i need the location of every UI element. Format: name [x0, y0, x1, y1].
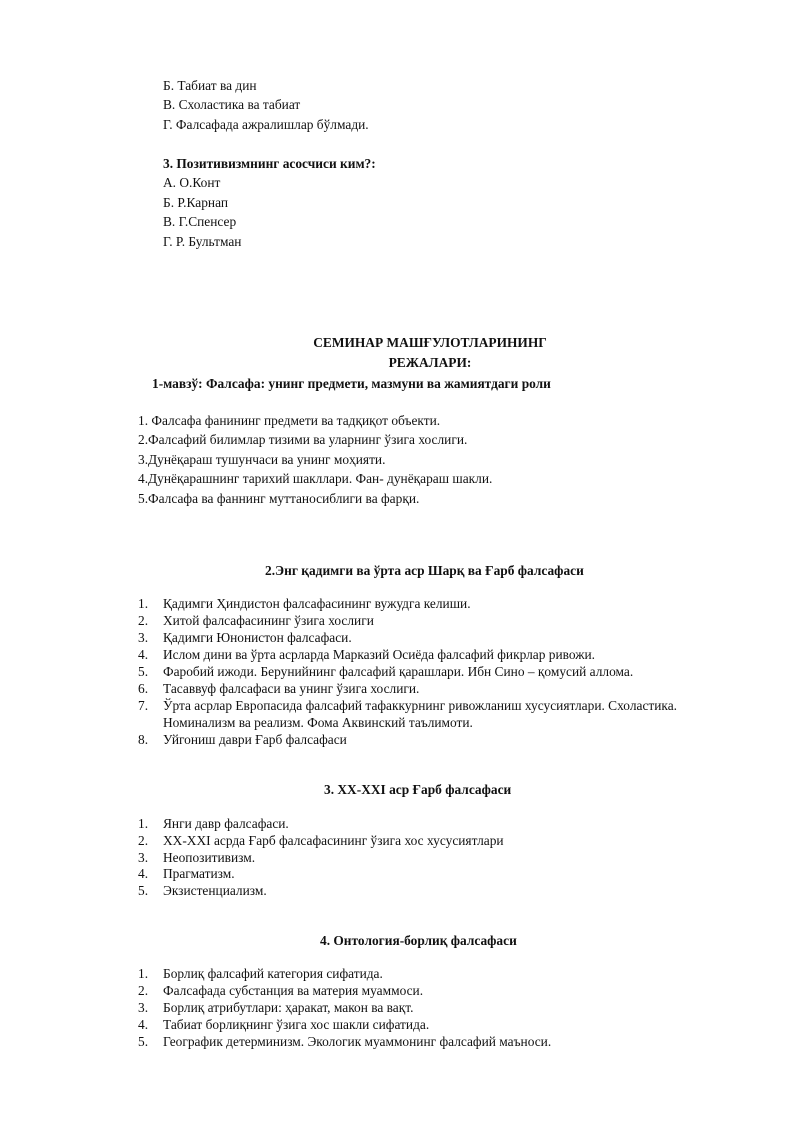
list-item: 5.Фалсафа ва фаннинг муттаносиблиги ва фарқи.	[138, 491, 420, 506]
item-number: 4.	[138, 647, 149, 662]
item-text: Қадимги Ҳиндистон фалсафасининг вужудга келиши.	[163, 596, 471, 611]
item-text: XX-XXI асрда Ғарб фалсафасининг ўзига хос хусусиятлари	[163, 833, 504, 848]
item-text: Қадимги Юнонистон фалсафаси.	[163, 630, 352, 645]
item-number: 8.	[138, 732, 149, 747]
item-text: Табиат борлиқнинг ўзига хос шакли сифатида.	[163, 1017, 430, 1032]
item-number: 5.	[138, 1034, 149, 1049]
item-text: Уйгониш даври Ғарб фалсафаси	[163, 732, 347, 747]
item-text: Фалсафада субстанция ва материя муаммоси.	[163, 983, 424, 998]
item-number: 3.	[138, 1000, 149, 1015]
seminar-heading: РЕЖАЛАРИ:	[388, 355, 472, 370]
item-number: 5.	[138, 883, 149, 898]
item-number: 2.	[138, 833, 149, 848]
quiz-option: В. Схоластика ва табиат	[163, 97, 301, 112]
item-text: Ислом дини ва ўрта асрларда Марказий Осиёда фалсафий фикрлар ривожи.	[163, 647, 595, 662]
item-text: Хитой фалсафасининг ўзига хослиги	[163, 613, 374, 628]
item-text: Географик детерминизм. Экологик муаммонинг фалсафий маъноси.	[163, 1034, 552, 1049]
item-number: 3.	[138, 630, 149, 645]
quiz-option: А. О.Конт	[163, 175, 221, 190]
item-text: Неопозитивизм.	[163, 850, 256, 865]
quiz-option: Б. Табиат ва дин	[163, 78, 257, 93]
quiz-option: В. Г.Спенсер	[163, 214, 237, 229]
item-number: 2.	[138, 613, 149, 628]
list-item: 1. Фалсафа фанининг предмети ва тадқиқот объекти.	[138, 413, 441, 428]
list-item: 4.Дунёқарашнинг тарихий шакллари. Фан- дунёқараш шакли.	[138, 471, 493, 486]
item-text: Ўрта асрлар Европасида фалсафий тафаккурнинг ривожланиш хусусиятлари. Схоластика.	[163, 698, 678, 713]
topic-title: 4. Онтология-борлиқ фалсафаси	[320, 933, 517, 948]
item-number: 2.	[138, 983, 149, 998]
item-number: 4.	[138, 1017, 149, 1032]
item-number: 5.	[138, 664, 149, 679]
item-text: Борлиқ атрибутлари: ҳаракат, макон ва вақт.	[163, 1000, 414, 1015]
item-text: Прагматизм.	[163, 866, 235, 881]
item-number: 3.	[138, 850, 149, 865]
seminar-heading: СЕМИНАР МАШҒУЛОТЛАРИНИНГ	[313, 335, 547, 350]
item-text-continued: Номинализм ва реализм. Фома Аквинский таълимоти.	[163, 715, 473, 730]
topic-title: 2.Энг қадимги ва ўрта аср Шарқ ва Ғарб фалсафаси	[265, 563, 584, 578]
item-text: Тасаввуф фалсафаси ва унинг ўзига хослиги.	[163, 681, 420, 696]
quiz-option: Г. Фалсафада ажралишлар бўлмади.	[163, 117, 369, 132]
item-number: 1.	[138, 596, 149, 611]
quiz-option: Б. Р.Карнап	[163, 195, 228, 210]
topic-title: 3. XX-XXI аср Ғарб фалсафаси	[324, 782, 512, 797]
list-item: 3.Дунёқараш тушунчаси ва унинг моҳияти.	[138, 452, 386, 467]
list-item: 2.Фалсафий билимлар тизими ва уларнинг ўзига хослиги.	[138, 432, 468, 447]
item-text: Фаробий ижоди. Берунийнинг фалсафий қарашлари. Ибн Сино – қомусий аллома.	[163, 664, 634, 679]
item-number: 6.	[138, 681, 149, 696]
item-text: Янги давр фалсафаси.	[163, 816, 289, 831]
quiz-question-title: 3. Позитивизмнинг асосчиси ким?:	[163, 156, 376, 171]
item-number: 4.	[138, 866, 149, 881]
item-text: Борлиқ фалсафий категория сифатида.	[163, 966, 383, 981]
item-number: 1.	[138, 966, 149, 981]
quiz-option: Г. Р. Бультман	[163, 234, 242, 249]
item-number: 1.	[138, 816, 149, 831]
item-text: Экзистенциализм.	[163, 883, 267, 898]
item-number: 7.	[138, 698, 149, 713]
topic-title: 1-мавзў: Фалсафа: унинг предмети, мазмуни ва жамиятдаги роли	[152, 376, 551, 391]
